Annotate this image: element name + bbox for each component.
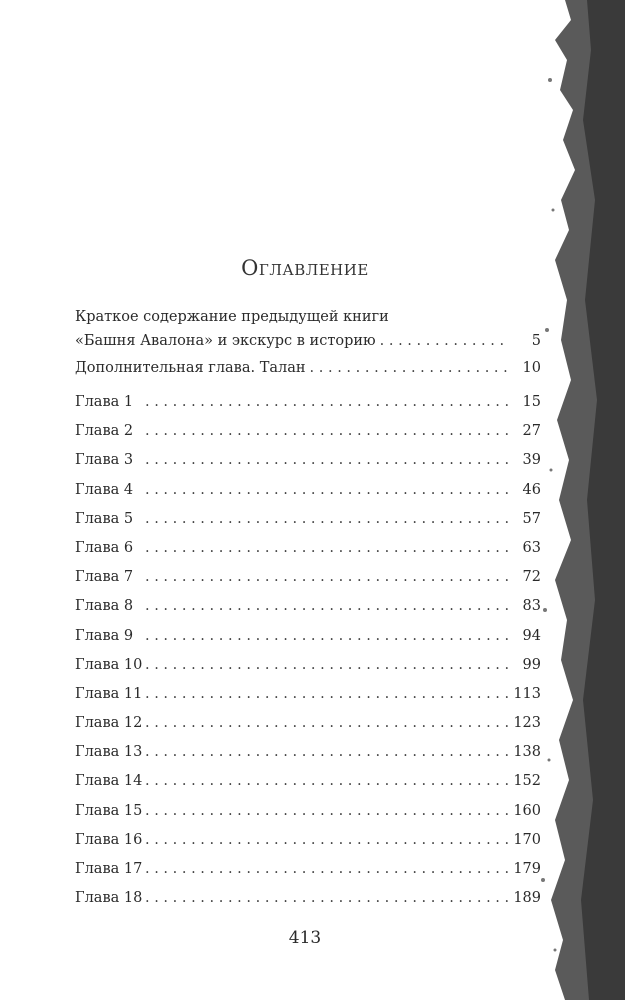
toc-entry-chapter bbox=[75, 563, 541, 592]
toc-entry-chapter bbox=[75, 505, 541, 534]
page-ref: 57 bbox=[522, 510, 541, 527]
page-ref: 15 bbox=[522, 394, 541, 410]
chapter-label: Глава 11 bbox=[75, 685, 143, 702]
chapter-label: Глава 5 bbox=[75, 510, 134, 527]
chapter-label: Глава 10 bbox=[75, 656, 143, 673]
chapter-label: Глава 18 bbox=[75, 890, 143, 907]
dot-leader bbox=[145, 797, 509, 826]
dot-leader bbox=[145, 826, 509, 855]
page-ref: 179 bbox=[513, 861, 541, 877]
page-number: 413 bbox=[288, 928, 322, 948]
page-ref: 94 bbox=[522, 627, 541, 644]
dot-leader bbox=[145, 476, 509, 505]
chapter-label: Глава 6 bbox=[75, 539, 134, 556]
toc-entry-chapter bbox=[75, 534, 541, 563]
page-ref: 170 bbox=[513, 831, 541, 848]
toc-entry-chapter bbox=[75, 680, 541, 709]
page-ref: 123 bbox=[513, 715, 541, 732]
dot-leader bbox=[145, 563, 509, 592]
toc-entry-chapter bbox=[75, 738, 541, 767]
dot-leader bbox=[145, 505, 509, 534]
toc-entry-chapter bbox=[75, 884, 541, 913]
page-ref: 189 bbox=[513, 890, 541, 907]
dot-leader bbox=[380, 329, 509, 353]
toc-entry-chapter bbox=[75, 476, 541, 505]
toc-entry-summary: «Башня Авалона» и экскурс в историю . . . 5 bbox=[75, 329, 541, 353]
toc-entry-chapter bbox=[75, 622, 541, 651]
chapter-label: Глава 17 bbox=[75, 861, 143, 877]
dot-leader bbox=[145, 680, 509, 709]
page-ref: 72 bbox=[522, 569, 541, 586]
chapter-label: Глава 9 bbox=[75, 627, 134, 644]
page-ref: 152 bbox=[513, 773, 541, 790]
dot-leader bbox=[145, 709, 509, 738]
dot-leader bbox=[145, 767, 509, 796]
toc-entry-chapter bbox=[75, 767, 541, 796]
page-ref: 5 bbox=[531, 333, 541, 349]
chapter-label: Глава 13 bbox=[75, 744, 143, 761]
toc-entry-chapter bbox=[75, 446, 541, 475]
page-ref: 39 bbox=[522, 452, 541, 469]
chapter-label: Глава 7 bbox=[75, 569, 134, 586]
page-ref: 27 bbox=[522, 423, 541, 440]
chapter-label: Глава 16 bbox=[75, 831, 143, 848]
chapter-list bbox=[75, 388, 541, 913]
page-ref: 10 bbox=[522, 360, 541, 376]
dot-leader bbox=[145, 738, 509, 767]
page-ref: 138 bbox=[513, 744, 541, 761]
toc-entry-summary-line1: Краткое содержание предыдущей книги bbox=[75, 309, 389, 325]
dot-leader bbox=[145, 534, 509, 563]
toc-entry-chapter bbox=[75, 651, 541, 680]
toc-entry-chapter bbox=[75, 855, 541, 884]
toc-entry-chapter bbox=[75, 592, 541, 621]
dot-leader bbox=[145, 388, 509, 417]
page-ref: 99 bbox=[522, 656, 541, 673]
chapter-label: Глава 15 bbox=[75, 802, 143, 819]
toc-entry-chapter bbox=[75, 709, 541, 738]
dot-leader bbox=[145, 855, 509, 884]
chapter-label: Глава 14 bbox=[75, 773, 143, 790]
dot-leader bbox=[145, 651, 509, 680]
page-ref: 46 bbox=[522, 481, 541, 498]
dot-leader bbox=[145, 417, 509, 446]
chapter-label: Глава 3 bbox=[75, 452, 134, 469]
dot-leader bbox=[145, 446, 509, 475]
table-of-contents bbox=[75, 305, 541, 913]
toc-entry-chapter bbox=[75, 826, 541, 855]
page-ref: 63 bbox=[522, 539, 541, 556]
chapter-label: Глава 2 bbox=[75, 423, 134, 440]
chapter-label: Глава 4 bbox=[75, 481, 134, 498]
toc-entry-chapter bbox=[75, 417, 541, 446]
chapter-label: Глава 8 bbox=[75, 598, 134, 615]
page-ref: 113 bbox=[513, 685, 541, 702]
dot-leader bbox=[145, 592, 509, 621]
page-title: Оглавление bbox=[241, 256, 369, 280]
dot-leader bbox=[145, 622, 509, 651]
chapter-label: Глава 12 bbox=[75, 715, 143, 732]
dot-leader bbox=[310, 356, 509, 380]
toc-entry-chapter bbox=[75, 797, 541, 826]
toc-entry-extra-chapter: Дополнительная глава. Талан . . . 10 bbox=[75, 356, 541, 380]
toc-entry-chapter bbox=[75, 388, 541, 417]
chapter-label: Глава 1 bbox=[75, 394, 134, 410]
page-ref: 83 bbox=[522, 598, 541, 615]
dot-leader bbox=[145, 884, 509, 913]
page-ref: 160 bbox=[513, 802, 541, 819]
